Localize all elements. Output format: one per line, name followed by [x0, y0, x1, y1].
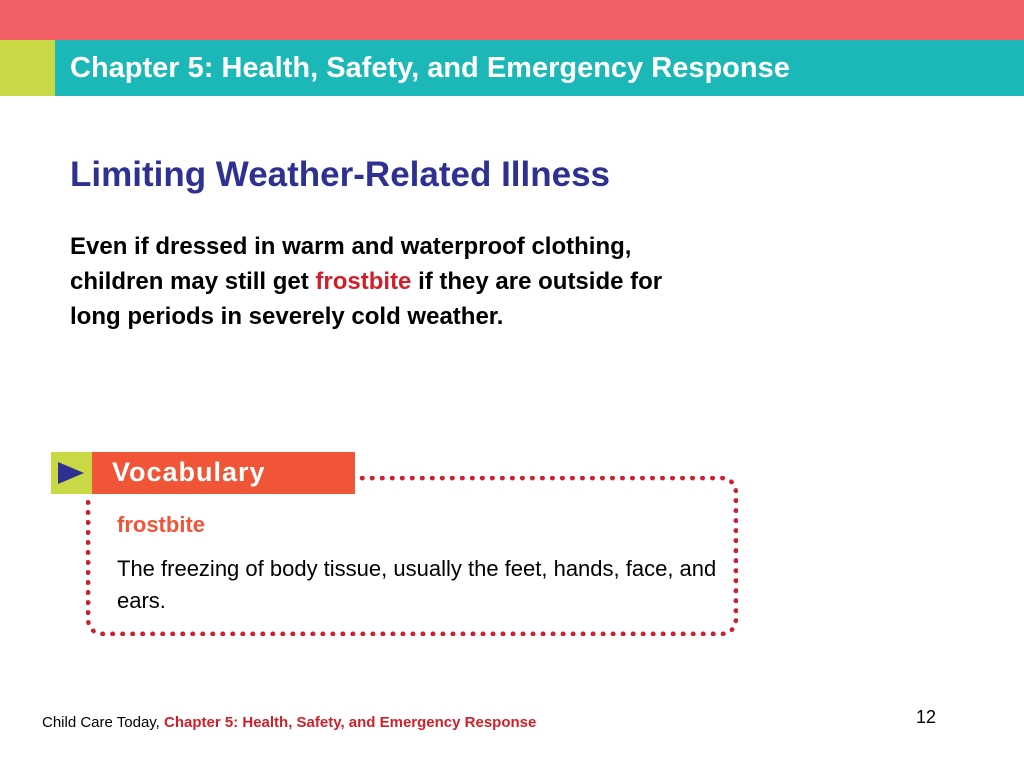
body-highlight-term: frostbite — [315, 268, 412, 295]
footer-chapter: Chapter 5: Health, Safety, and Emergency Response — [164, 714, 537, 731]
vocabulary-label: Vocabulary — [112, 457, 266, 487]
footer-book-title: Child Care Today, — [42, 714, 165, 731]
chapter-title: Chapter 5: Health, Safety, and Emergency Response — [70, 52, 790, 84]
body-paragraph — [70, 229, 690, 334]
page-number: 12 — [916, 707, 937, 727]
vocabulary-term: frostbite — [117, 512, 205, 537]
header-accent-tab — [0, 40, 55, 96]
footer-citation — [42, 714, 536, 731]
arrow-right-icon — [58, 462, 84, 484]
body-text-before: Even if dressed in warm and waterproof clothing, children may still get — [70, 233, 632, 295]
top-color-band — [0, 0, 1024, 40]
body-text-after: if they are outside for long periods in severely cold weather. — [70, 268, 663, 330]
vocabulary-definition: The freezing of body tissue, usually the feet, hands, face, and ears. — [117, 556, 717, 613]
slide-title: Limiting Weather-Related Illness — [70, 155, 611, 194]
